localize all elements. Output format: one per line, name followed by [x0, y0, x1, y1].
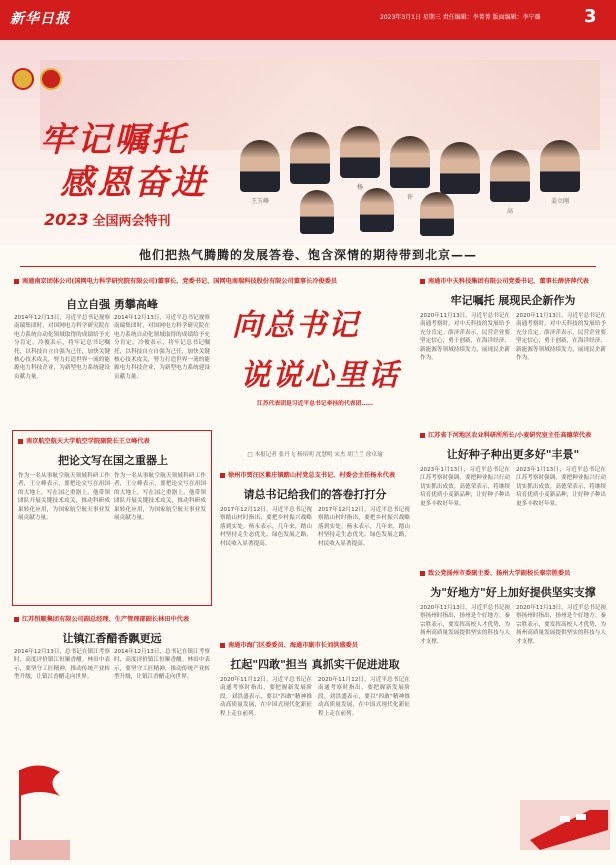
mid-s1-title: 请总书记给我们的答卷打打分 — [243, 488, 387, 501]
newspaper-logo: 新华日报 — [10, 11, 70, 27]
lead-headline: 他们把热气腾腾的发展答卷、饱含深情的期待带到北京—— — [138, 248, 477, 262]
center-headline-2: 说说心里话 — [240, 358, 400, 393]
special-label: 全国两会特刊 — [92, 214, 171, 229]
national-emblem-icon — [12, 68, 34, 90]
mid-s2-body-a: 2020年11月12日，习近平总书记在南通考察时指出，要把握新发展阶段。刘洪盛表示，要以"四敢"精神推动高质量发展，在中国式现代化新征程上走在前列。 — [220, 677, 312, 717]
red-flag-illustration — [10, 760, 70, 860]
right-s2-head: 江苏省下河地区农业科研所所长/小麦研究室主任高德荣代表 — [420, 430, 606, 439]
right-s1-body-a: 2020年11月13日，习近平总书记在南通考察时，对中天科技的发展给予充分肯定。薛济萍表示，民营企业要坚定信心，勇于创新，在海洋经济、新能源等领域持续发力，展现民企新作为。 — [420, 313, 511, 362]
right-s3-body-a: 2020年11月13日，习近平总书记视察扬州时指出，扬州是个好地方。秦宗胜表示，要发挥高校人才优势，为扬州高质量发展提供坚实的科技与人才支撑。 — [420, 605, 511, 645]
train-illustration — [520, 780, 610, 860]
hero-title-line2: 感恩奋进 — [60, 163, 208, 203]
bullet-square-icon — [420, 279, 425, 284]
portrait-5 — [440, 142, 480, 194]
portrait-3 — [340, 126, 380, 178]
right-s2-body-a: 2023年1月13日，习近平总书记在江苏考察时强调，要把种业振兴行动切实抓出成效。高德荣表示，将继续培育优质小麦新品种，让好种子种出更多丰收好年景。 — [420, 467, 510, 507]
right-s1-head: 南通市中天科技集团有限公司党委书记、董事长薛济萍代表 — [420, 276, 606, 285]
left-s1-body-a: 2014年12月13日，习近平总书记视察南瑞集团时，对国网电力科学研究院在电力系统自动化领域取得的成绩给予充分肯定。冷俊表示，将牢记总书记嘱托，以科技自立自强为己任，加快关键核心技术攻关，努力打造世界一流的能源电力科技企业，为新型电力系统建设贡献力量。 — [14, 315, 110, 380]
portrait-2 — [290, 132, 330, 184]
bullet-square-icon — [14, 279, 19, 284]
right-s1-body-b: 2020年11月13日，习近平总书记在南通考察时，对中天科技的发展给予充分肯定。薛济萍表示，民营企业要坚定信心，勇于创新，在海洋经济、新能源等领域持续发力，展现民企新作为。 — [516, 313, 607, 362]
mid-s2-head: 南通市海门区委委员、海通市副市长刘洪盛委员 — [220, 640, 410, 649]
center-intro: 江苏代表团是习近平总书记牵挂的代表团…… — [257, 401, 373, 407]
masthead-meta: 2023年3月1日 星期三 责任编辑：李菁菁 版面编辑：李宁璐 — [380, 14, 541, 21]
right-s2-title: 让好种子种出更多好"丰景" — [446, 448, 580, 461]
left-s3-body-b: 2014年12月13日，总书记在镇江考察时，高度评价镇江恒顺香醋。林田中表示，要坚守工匠精神，推动传统产业转型升级，让镇江香醋走向世界。 — [114, 649, 210, 681]
mid-s1-head: 徐州市贾汪区紫庄镇踏山村党总支书记、村委会主任杨永代表 — [220, 470, 410, 479]
left-s3-body-a: 2014年12月13日，总书记在镇江考察时，高度评价镇江恒顺香醋。林田中表示，要坚守工匠精神，推动传统产业转型升级，让镇江香醋走向世界。 — [14, 649, 110, 681]
portrait-7 — [540, 140, 580, 192]
left-s1-title: 自立自强 勇攀高峰 — [66, 298, 158, 311]
mid-s2-body-b: 2020年11月12日，习近平总书记在南通考察时指出，要把握新发展阶段。刘洪盛表示，要以"四敢"精神推动高质量发展，在中国式现代化新征程上走在前列。 — [318, 677, 410, 717]
portrait-8 — [300, 190, 334, 234]
bullet-square-icon — [14, 617, 19, 622]
portrait-name: 许 — [406, 194, 413, 201]
portrait-name: 姜立刚 — [550, 198, 569, 205]
bullet-square-icon — [18, 439, 23, 444]
bullet-square-icon — [220, 643, 225, 648]
center-byline: □ 本报记者 张丹飞 杨培明 沈慧明 宋杰 胡兰兰 徐卓瑜 — [247, 452, 383, 458]
portrait-name: 杨 — [356, 184, 363, 191]
portrait-4 — [390, 136, 430, 188]
left-s3-title: 让镇江香醋香飘更远 — [62, 632, 162, 645]
center-headline-1: 向总书记 — [232, 308, 360, 343]
mid-s1-body-a: 2017年12月12日，习近平总书记视察踏山村时指出，要把乡村振兴战略落到实处。杨永表示，几年来，踏山村坚持走生态优先、绿色发展之路，村民收入显著提高。 — [220, 507, 312, 547]
hero-title-line1: 牢记嘱托 — [40, 120, 188, 160]
right-s2-body-b: 2023年1月13日，习近平总书记在江苏考察时强调，要把种业振兴行动切实抓出成效。高德荣表示，将继续培育优质小麦新品种，让好种子种出更多丰收好年景。 — [516, 467, 606, 507]
left-s2-head: 南京航空航天大学航空学院副院长王立峰代表 — [18, 436, 208, 445]
portrait-1 — [240, 140, 280, 192]
left-s2-body-a: 作为一名从事航空航天领域科研工作者，王立峰表示，要把论文写在祖国的大地上，写在国之重器上。他带领团队开展关键技术攻关，推动科研成果转化应用，为国家航空航天事业发展贡献力量。 — [18, 473, 110, 522]
right-s3-title: 为"好地方"好上加好提供坚实支撑 — [430, 586, 596, 599]
bullet-square-icon — [420, 433, 425, 438]
year-label: 2023 — [44, 210, 89, 229]
page-number: 3 — [584, 6, 597, 27]
cppcc-emblem-icon — [40, 68, 62, 90]
portrait-6 — [490, 150, 530, 202]
left-s1-body-b: 2014年12月13日，习近平总书记视察南瑞集团时，对国网电力科学研究院在电力系统自动化领域取得的成绩给予充分肯定。冷俊表示，将牢记总书记嘱托，以科技自立自强为己任，加快关键核心技术攻关，努力打造世界一流的能源电力科技企业，为新型电力系统建设贡献力量。 — [114, 315, 210, 380]
portrait-9 — [360, 188, 394, 232]
portrait-10 — [420, 192, 454, 236]
left-s1-head: 南通南京团体公司(国网电力科学研究院有限公司)董事长、党委书记、国网电南瑞科技股份有限公司董事长冷俊委员 — [14, 276, 210, 285]
left-s2-title: 把论文写在国之重器上 — [58, 454, 168, 467]
right-s3-head: 致公党扬州市委副主委、扬州大学副校长秦宗胜委员 — [420, 568, 606, 577]
special-edition-label — [44, 210, 171, 229]
lead-divider — [20, 266, 596, 267]
mid-s2-title: 扛起"四敢"担当 真抓实干促进进取 — [230, 658, 400, 671]
portrait-name: 高 — [506, 208, 513, 215]
left-s2-body-b: 作为一名从事航空航天领域科研工作者，王立峰表示，要把论文写在祖国的大地上，写在国之重器上。他带领团队开展关键技术攻关，推动科研成果转化应用，为国家航空航天事业发展贡献力量。 — [114, 473, 206, 522]
right-s3-body-b: 2020年11月13日，习近平总书记视察扬州时指出，扬州是个好地方。秦宗胜表示，要发挥高校人才优势，为扬州高质量发展提供坚实的科技与人才支撑。 — [516, 605, 607, 645]
bullet-square-icon — [420, 571, 425, 576]
mid-s1-body-b: 2017年12月12日，习近平总书记视察踏山村时指出，要把乡村振兴战略落到实处。杨永表示，几年来，踏山村坚持走生态优先、绿色发展之路，村民收入显著提高。 — [318, 507, 410, 547]
left-s3-head: 江苏恒顺集团有限公司副总经理、生产管理部副长林田中代表 — [14, 614, 210, 623]
bullet-square-icon — [220, 473, 225, 478]
right-s1-title: 牢记嘱托 展现民企新作为 — [450, 294, 576, 307]
portrait-name: 王玉峰 — [250, 198, 269, 205]
hero-banner — [0, 40, 616, 245]
